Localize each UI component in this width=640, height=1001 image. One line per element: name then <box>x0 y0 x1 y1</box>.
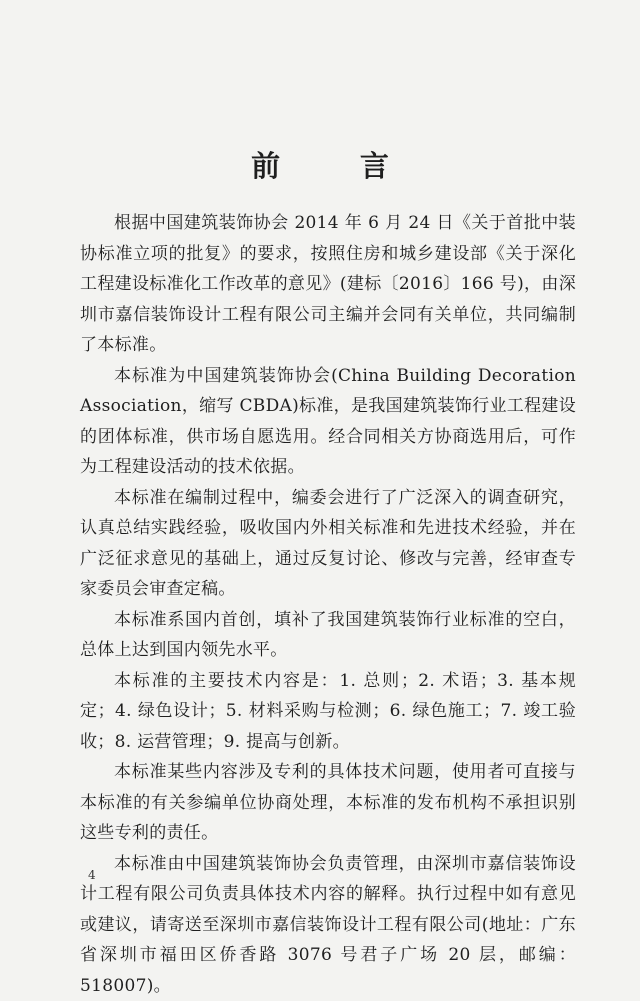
paragraph-standard-type: 本标准为中国建筑装饰协会(China Building Decoration Association，缩写 CBDA)标准，是我国建筑装饰行业工程建设的团体标准，供市场自愿选用。经合同相关方协商选用后，可作为工程建设活动的技术依据。 <box>80 361 576 483</box>
paragraph-domestic-first: 本标准系国内首创，填补了我国建筑装饰行业标准的空白，总体上达到国内领先水平。 <box>80 605 576 666</box>
paragraph-origin: 根据中国建筑装饰协会 2014 年 6 月 24 日《关于首批中装协标准立项的批复》的要求，按照住房和城乡建设部《关于深化工程建设标准化工作改革的意见》(建标〔2016〕166 号)，由深圳市嘉信装饰设计工程有限公司主编并会同有关单位，共同编制了本标准。 <box>80 208 576 361</box>
page-title: 前 言 <box>0 148 640 184</box>
preface-body <box>80 208 576 1001</box>
paragraph-patent-notice: 本标准某些内容涉及专利的具体技术问题，使用者可直接与本标准的有关参编单位协商处理，本标准的发布机构不承担识别这些专利的责任。 <box>80 757 576 849</box>
paragraph-management-contact: 本标准由中国建筑装饰协会负责管理，由深圳市嘉信装饰设计工程有限公司负责具体技术内容的解释。执行过程中如有意见或建议，请寄送至深圳市嘉信装饰设计工程有限公司(地址：广东省深圳市福田区侨香路 3076 号君子广场 20 层，邮编：518007)。 <box>80 849 576 1001</box>
paragraph-main-contents: 本标准的主要技术内容是：1. 总则；2. 术语；3. 基本规定；4. 绿色设计；5. 材料采购与检测；6. 绿色施工；7. 竣工验收；8. 运营管理；9. 提高与创新。 <box>80 666 576 758</box>
paragraph-compilation-process: 本标准在编制过程中，编委会进行了广泛深入的调查研究，认真总结实践经验，吸收国内外相关标准和先进技术经验，并在广泛征求意见的基础上，通过反复讨论、修改与完善，经审查专家委员会审查定稿。 <box>80 483 576 605</box>
page-number: 4 <box>88 868 96 882</box>
